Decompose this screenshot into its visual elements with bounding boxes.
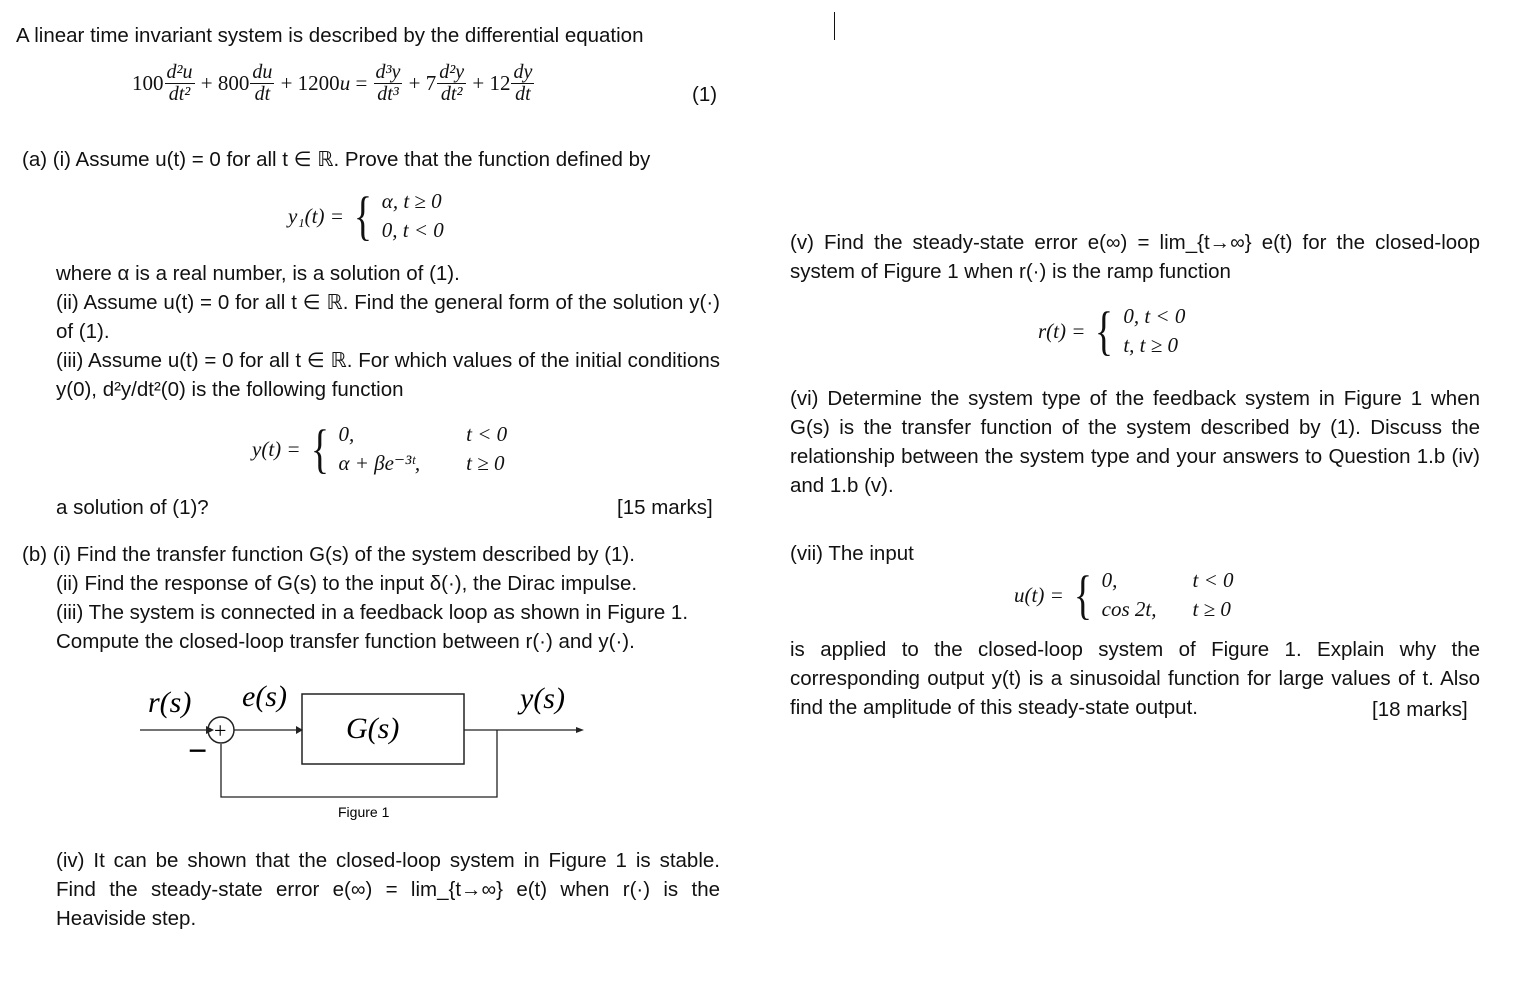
a-marks: [15 marks]: [617, 496, 713, 519]
question-b-vii: (vii) The input: [790, 542, 914, 565]
question-b-iv: (iv) It can be shown that the closed-loop system in Figure 1 is stable. Find the steady-state error e(∞) = lim_{t→∞} e(t) when r(·) is the Heaviside step.: [56, 849, 720, 930]
figure-caption: Figure 1: [338, 804, 390, 820]
u-case-2-value: cos 2t,: [1101, 597, 1157, 621]
r-brace: {: [1095, 301, 1114, 361]
y1-case-2: 0, t < 0: [381, 218, 444, 242]
u-case-1-value: 0,: [1101, 568, 1118, 592]
u-piecewise: [1014, 566, 1240, 624]
text-cursor: [834, 12, 835, 40]
question-b-vi: (vi) Determine the system type of the feedback system in Figure 1 when G(s) is the transfer function of the system described by (1). Discuss the relationship between the system type and your answers to Question 1.b (iv) and 1.b (v).: [790, 387, 1480, 497]
y-brace: {: [310, 419, 329, 479]
r-case-1: 0, t < 0: [1123, 304, 1186, 328]
y1-brace: {: [353, 186, 372, 246]
y-piecewise: [252, 420, 513, 478]
y1-piecewise: [288, 187, 450, 245]
y-case-1-value: 0,: [338, 422, 355, 446]
equation-1: 100 $\frac{\text{d²u}}{\text{dt²}}$ + 800 $\frac{du}{dt}$ + 1200 u = $\frac{\text{d³y}}{\text{dt³}}$ + 7 $\frac{\text{d²y}}{\text{dt²}}$ + 12 $\frac{dy}{dt}$: [132, 61, 533, 105]
output-arrow: [576, 727, 584, 733]
y1-lhs: y₁(t) =: [288, 203, 344, 228]
u-case-2-cond: t ≥ 0: [1192, 597, 1231, 621]
plus-sign: +: [214, 718, 227, 743]
r-lhs: r(t) =: [1038, 318, 1086, 343]
question-b-v: (v) Find the steady-state error e(∞) = lim_{t→∞} e(t) for the closed-loop system of Figure 1 when r(·) is the ramp function: [790, 231, 1480, 283]
r-label: r(s): [148, 686, 192, 719]
g-label: G(s): [346, 712, 400, 745]
question-a-i: (a) (i) Assume u(t) = 0 for all t ∈ ℝ. Prove that the function defined by: [22, 148, 651, 171]
equation-number: (1): [692, 83, 718, 106]
u-case-1-cond: t < 0: [1192, 568, 1234, 592]
u-brace: {: [1073, 565, 1092, 625]
minus-sign: −: [188, 733, 208, 770]
question-a-ii: (ii) Assume u(t) = 0 for all t ∈ ℝ. Find the general form of the solution y(·) of (1).: [56, 291, 720, 343]
question-b-ii: (ii) Find the response of G(s) to the input δ(·), the Dirac impulse.: [56, 572, 638, 595]
y-case-1-cond: t < 0: [466, 422, 508, 446]
u-lhs: u(t) =: [1014, 582, 1064, 607]
question-a-iii: (iii) Assume u(t) = 0 for all t ∈ ℝ. For which values of the initial conditions y(0), d²y/dt²(0) is the following function: [56, 349, 720, 401]
y-label: y(s): [520, 682, 565, 715]
b-marks: [18 marks]: [1372, 698, 1468, 721]
a-solution-text: a solution of (1)?: [56, 496, 209, 519]
r-case-2: t, t ≥ 0: [1123, 333, 1179, 357]
question-b-i: (b) (i) Find the transfer function G(s) of the system described by (1).: [22, 543, 635, 566]
e-label: e(s): [242, 680, 287, 713]
question-b-iii: (iii) The system is connected in a feedback loop as shown in Figure 1. Compute the closed-loop transfer function between r(·) and y(·).: [56, 601, 689, 653]
question-b-vii-rest: is applied to the closed-loop system of Figure 1. Explain why the corresponding output y(t) is a sinusoidal function for large values of t. Also find the amplitude of this steady-state output.: [790, 638, 1480, 719]
y-case-2-cond: t ≥ 0: [466, 451, 505, 475]
r-piecewise: [1038, 302, 1191, 360]
intro-text: A linear time invariant system is described by the differential equation: [16, 24, 644, 47]
y1-case-1: α, t ≥ 0: [381, 189, 442, 213]
where-alpha-text: where α is a real number, is a solution of (1).: [56, 262, 460, 285]
y-case-2-value: α + βe⁻³ᵗ,: [338, 451, 421, 475]
feedback-diagram: [130, 670, 610, 830]
y-lhs: y(t) =: [252, 436, 301, 461]
